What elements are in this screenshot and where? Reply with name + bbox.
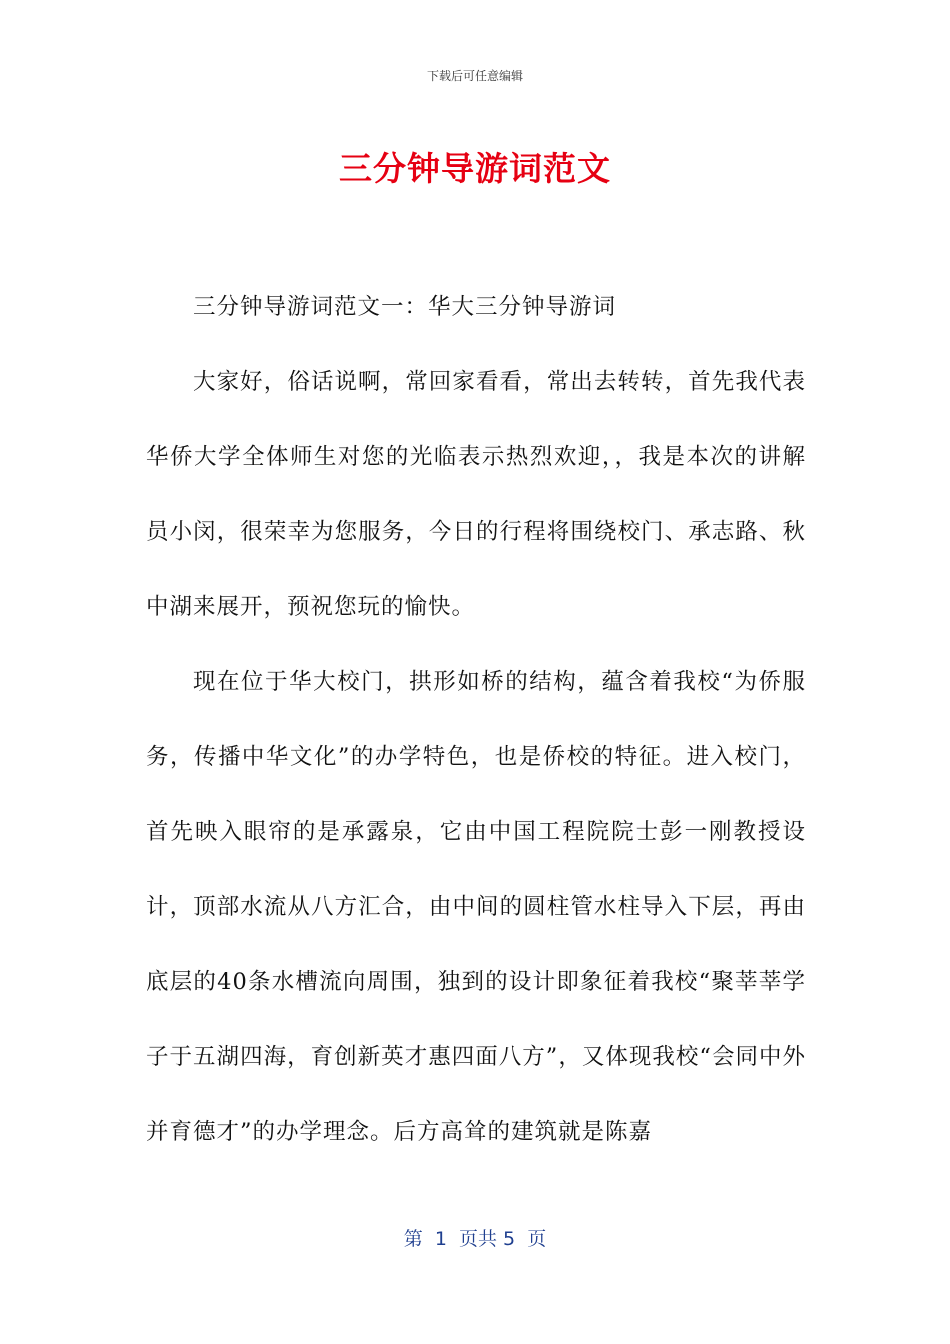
paragraph-greeting: 大家好，俗话说啊，常回家看看，常出去转转，首先我代表华侨大学全体师生对您的光临表示热烈欢迎，，我是本次的讲解员小闵，很荣幸为您服务，今日的行程将围绕校门、承志路、秋中湖来展开，预祝您玩的愉快。 (146, 369, 806, 620)
paragraph-school-gate: 现在位于华大校门，拱形如桥的结构，蕴含着我校“为侨服务，传播中华文化”的办学特色，也是侨校的特征。进入校门，首先映入眼帘的是承露泉，它由中国工程院院士彭一刚教授设计，顶部水流从八方汇合，由中间的圆柱管水柱导入下层，再由底层的40条水槽流向周围，独到的设计即象征着我校“聚莘莘学子于五湖四海，育创新英才惠四面八方”，又体现我校“会同中外并育德才”的办学理念。后方高耸的建筑就是陈嘉 (146, 669, 806, 1145)
document-title: 三分钟导游词范文 (339, 149, 611, 188)
page-header-note: 下载后可任意编辑 (426, 69, 523, 83)
document-body (146, 270, 806, 1170)
paragraph-subtitle: 三分钟导游词范文一：华大三分钟导游词 (193, 294, 617, 320)
page-number-footer: 第 1 页共 5 页 (403, 1228, 547, 1250)
